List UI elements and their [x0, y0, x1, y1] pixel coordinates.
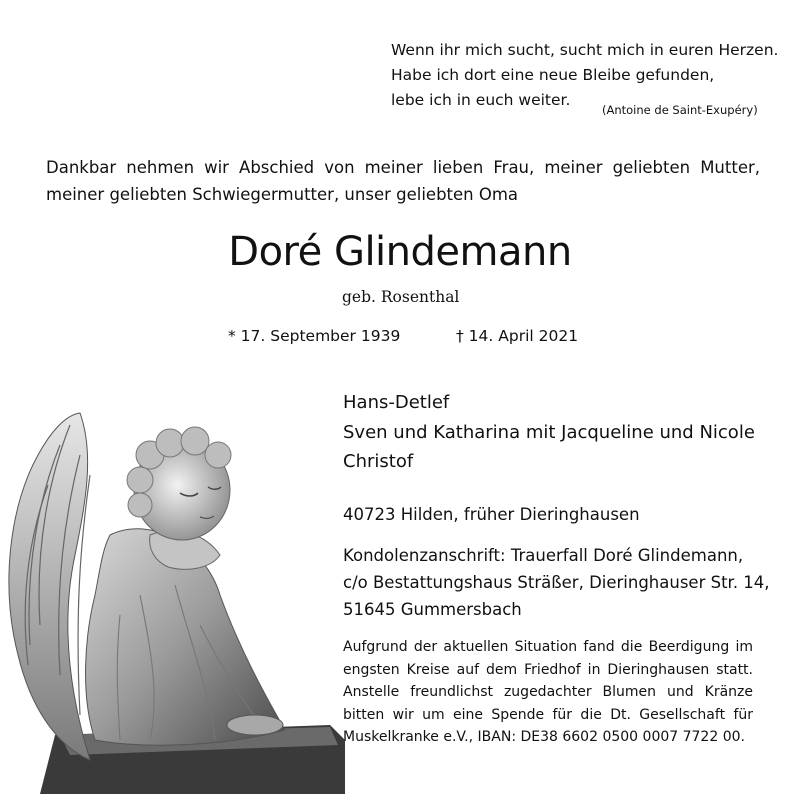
angel-statue-icon — [0, 395, 345, 794]
quote-line-3: lebe ich in euch weiter. — [391, 91, 571, 109]
family-member: Christof — [343, 451, 414, 472]
family-list — [343, 388, 755, 477]
intro-text: Dankbar nehmen wir Abschied von meiner lieben Frau, meiner geliebten Mutter, meiner geliebten Schwiegermutter, unser geliebten Oma — [46, 158, 760, 204]
birth-date: * 17. September 1939 — [228, 327, 401, 345]
quote-attribution: (Antoine de Saint-Exupéry) — [602, 103, 758, 117]
quote-block — [391, 38, 778, 113]
address-line: Kondolenzanschrift: Trauerfall Doré Glindemann, — [343, 546, 744, 565]
deceased-name: Doré Glindemann — [228, 229, 572, 275]
address-line: c/o Bestattungshaus Sträßer, Dieringhauser Str. 14, — [343, 573, 770, 592]
maiden-name: geb. Rosenthal — [342, 288, 460, 306]
location-text: 40723 Hilden, früher Dieringhausen — [343, 505, 640, 524]
family-member: Hans-Detlef — [343, 392, 450, 413]
address-line: 51645 Gummersbach — [343, 600, 522, 619]
donation-notice: Aufgrund der aktuellen Situation fand die Beerdigung im engsten Kreise auf dem Friedhof in Dieringhausen statt. Anstelle freundlichst zugedachter Blumen und Kränze bitten wir um eine Spende für die Dt. Gesellschaft für Muskelkranke e.V., IBAN: DE38 6602 0500 0007 7722 00. — [343, 639, 753, 745]
death-date: † 14. April 2021 — [456, 327, 579, 345]
quote-line-1: Wenn ihr mich sucht, sucht mich in euren Herzen. — [391, 41, 779, 59]
condolence-address — [343, 542, 770, 623]
quote-line-2: Habe ich dort eine neue Bleibe gefunden, — [391, 66, 715, 84]
family-member: Sven und Katharina mit Jacqueline und Nicole — [343, 421, 755, 443]
